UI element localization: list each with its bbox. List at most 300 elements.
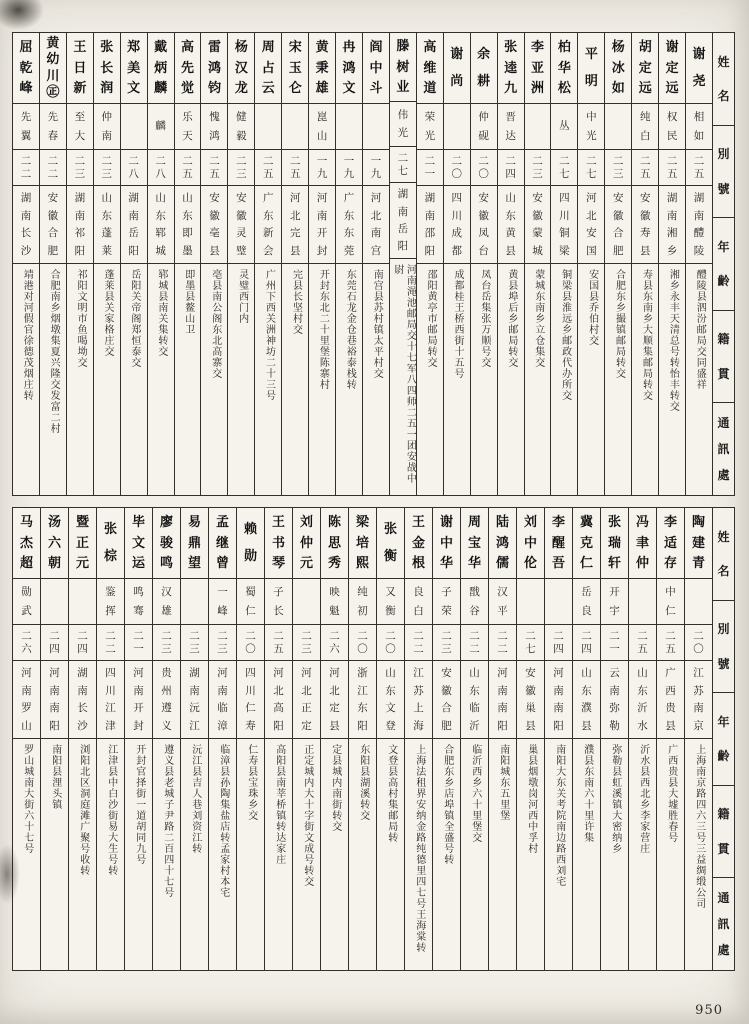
entry-age [201,149,227,185]
entry-native [405,660,432,738]
header-char: 訊 [717,917,730,932]
char: 日 [73,60,87,76]
entry-native-text [632,186,658,263]
entry-byname-text [363,104,389,149]
entry-column [460,508,488,970]
entry-age [498,149,524,185]
char: 〇 [357,643,368,655]
entry-address [125,738,152,970]
char: 四 [559,192,570,204]
char: 峰 [19,81,33,97]
entry-address [471,263,497,495]
char: 莞 [343,244,355,257]
entry-age [175,149,201,185]
char: 纯 [639,111,651,123]
entry-byname [363,103,389,149]
char: 正 [75,535,89,551]
entry-name-text [363,33,389,103]
entry-native-text [255,186,281,263]
entry-age-text [121,150,147,185]
char: 弥 [609,702,620,714]
entry-name-text [237,508,264,578]
entry-age-text [377,625,404,660]
char: 伟 [397,109,409,122]
entry-address [336,263,362,495]
entry-age-text [94,150,120,185]
entry-native-text [293,661,320,738]
char: 湖 [693,192,705,204]
char: 二 [217,629,228,642]
entry-address-text: 醴陵县泗汾邮局交同盛祥 [694,269,706,390]
char: 二 [155,154,166,167]
entry-address [41,738,68,970]
entry-name-text [659,33,685,103]
char: 晋 [505,111,516,123]
char: 海 [413,719,424,732]
entry-age-text [309,150,335,185]
entry-native [175,185,201,263]
entry-address-text: 成都桂王桥西街十五号 [451,269,463,379]
char: 冉 [342,39,356,55]
char: 二 [478,154,489,167]
char: 仲 [299,535,313,551]
char: 五 [639,168,651,180]
entry-native-text [209,661,236,738]
char: 一 [217,586,228,598]
entry-byname [605,103,631,149]
char: 莱 [101,244,112,257]
entry-native [293,660,320,738]
entry-native [471,185,497,263]
header-address [713,877,734,970]
char: 麟 [154,81,168,97]
char: 良 [413,586,424,598]
header-char: 籍 [717,332,730,347]
char: 三 [236,168,247,180]
char: 易 [187,514,201,530]
char: 二 [451,154,462,167]
entry-age [97,624,124,660]
entry-age-text [659,150,685,185]
entry-byname [148,103,174,149]
entry-name-text [686,33,712,103]
entry-age-text [657,625,684,660]
char: 沙 [77,719,88,732]
char: 县 [581,719,592,732]
char: 三 [301,643,312,655]
entry-column [443,33,470,495]
char: 巢 [525,702,536,714]
entry-name [444,33,470,103]
char: 平 [497,604,508,617]
page-number: 950 [695,1003,723,1018]
entry-address-text: 岳阳关帝阁郑恒泰交 [128,269,140,368]
entry-age [293,624,320,660]
char: 陈 [327,514,341,530]
char: 仁 [579,556,593,572]
char: 陶 [691,514,705,530]
char: 南 [21,684,32,697]
char: 二 [47,168,59,180]
entry-age-text [461,625,488,660]
char: 岳 [581,586,592,598]
char: 醒 [551,535,565,551]
entry-age-text [148,150,174,185]
entry-native-text [125,661,152,738]
entry-address-text: 完县长坚村交 [290,269,302,335]
header-char: 通 [717,891,730,906]
entry-address-text: 高阳县南莘桥镇转达家庄 [273,744,285,865]
char: 维 [423,60,437,76]
char: 县 [525,719,536,732]
char: 山 [637,667,648,679]
entry-address-text: 上海法租界安纳金路纯德里四七号王海棠转 [413,744,425,953]
char: 中 [586,111,597,123]
char: 周 [261,39,275,55]
header-byname [713,600,734,693]
entry-native-text [67,186,93,263]
entry-name [551,33,577,103]
entry-column [376,508,404,970]
char: 仁 [665,604,676,617]
char: 幼 [46,52,60,68]
entry-native [237,660,264,738]
entry-native [685,660,712,738]
entry-name-text [309,33,335,103]
entry-native [181,660,208,738]
char: 二 [263,154,274,167]
entry-age [444,149,470,185]
entry-native [255,185,281,263]
entry-name-text [201,33,227,103]
char: 荣 [441,604,452,617]
char: 五 [289,168,301,180]
entry-address-text: 东阳县湖溪转交 [357,744,369,821]
header-char: 籍 [717,807,730,822]
entry-address-text: 临漳县孙陶集盐店转孟家村本宅 [217,744,229,898]
header-native [713,310,734,403]
entry-native [97,660,124,738]
char: 山 [505,192,516,204]
char: 沙 [20,244,32,257]
entry-name [181,508,208,578]
entry-native [282,185,308,263]
char: 合 [47,227,59,239]
entry-byname-text [632,104,658,149]
char: 勒 [609,719,620,732]
char: 玉 [288,60,302,76]
char: 江 [693,667,704,679]
char: 美 [127,60,141,76]
entry-name [377,508,404,578]
char: 二 [289,154,301,167]
entry-name [309,33,335,103]
char: 封 [133,719,144,732]
char: 南 [189,684,200,697]
char: 二 [639,154,651,167]
char: 二 [128,154,139,167]
entry-column [389,33,416,495]
char: 戬 [469,586,480,598]
char: 聿 [635,535,649,551]
entry-age [685,624,712,660]
entry-name [40,33,66,103]
entry-column [497,33,524,495]
entry-byname [390,101,416,146]
entry-byname [498,103,524,149]
entry-address-text: 弥勒县虹溪镇大密纳乡 [609,744,621,854]
entry-age-text [293,625,320,660]
entry-native-text [69,661,96,738]
char: 二 [245,629,256,642]
entry-name-text [685,508,712,578]
char: 二 [49,629,60,642]
entry-byname [97,578,124,624]
entry-byname-text [237,579,264,624]
char: 洲 [531,81,545,97]
char: 寿 [245,719,256,732]
entry-age-text [175,150,201,185]
char: 二 [424,154,436,167]
char: 津 [105,719,116,732]
entry-address-text: 即墨县鳌山卫 [182,269,194,335]
entry-byname-text [551,104,577,149]
char: 二 [20,154,32,167]
entry-native [659,185,685,263]
char: 长 [20,227,32,239]
entry-byname [69,578,96,624]
entry-native [605,185,631,263]
char: 鸣 [133,586,144,598]
entry-native [551,185,577,263]
char: 二 [559,154,570,167]
char: 雄 [315,81,329,97]
entry-address-text: 铜梁县淮远乡邮政代办所交 [559,269,571,401]
entry-column [685,33,712,495]
entry-column [264,508,292,970]
entry-column [39,33,66,495]
entry-native-text [349,661,376,738]
char: 民 [666,129,678,142]
entry-name [13,33,39,103]
entry-age [632,149,658,185]
char: 谢 [439,514,453,530]
char: 六 [21,643,32,655]
entry-age [69,624,96,660]
entry-address-text: 遵义县老城子尹路二百四十七号 [161,744,173,898]
entry-native-text [605,186,631,263]
char: 湖 [77,667,88,679]
entry-byname [433,578,460,624]
char: 宝 [467,535,481,551]
char: 阳 [497,719,508,732]
char: 邵 [424,227,436,239]
char: 二 [301,629,312,642]
char: 二 [189,629,200,642]
entry-column [550,33,577,495]
char: 逵 [504,60,518,76]
entry-age-text [255,150,281,185]
char: 东 [385,684,396,697]
char: 濮 [581,702,592,714]
entry-name-text [657,508,684,578]
char: 骞 [133,604,144,617]
entry-name [228,33,254,103]
entry-name [209,508,236,578]
char: 七 [559,168,570,180]
char: 二 [666,154,678,167]
char: 乾 [19,60,33,76]
char: 定 [665,60,679,76]
entry-byname [125,578,152,624]
char: 建 [691,535,705,551]
char: 六 [329,643,340,655]
entry-byname-text [686,104,712,149]
char: 县 [639,244,651,257]
char: 贵 [665,702,676,714]
header-char: 年 [717,714,730,729]
char: 高 [273,702,284,714]
header-char: 姓 [717,529,730,544]
entry-byname-text [228,104,254,149]
char: 张 [607,514,621,530]
char: 二 [665,629,676,642]
char: 合 [441,702,452,714]
entry-name-text [125,508,152,578]
entry-byname-text [148,104,174,149]
entry-age [125,624,152,660]
char: 亳 [209,227,220,239]
entry-age-text [201,150,227,185]
entry-age [578,149,604,185]
char: 凤 [478,227,489,239]
entry-address [237,738,264,970]
char: 河 [316,192,328,204]
entry-name [336,33,362,103]
entry-age [605,149,631,185]
entry-name-text [13,33,39,103]
roster-table-bottom [12,507,735,971]
char: 山 [21,719,32,732]
char: 定 [301,719,312,732]
entry-native-text [237,661,264,738]
entry-name-text [209,508,236,578]
char: 熙 [355,556,369,572]
char: 〇 [385,643,396,655]
entry-byname [265,578,292,624]
entry-byname-text [201,104,227,149]
entry-name-text [175,33,201,103]
entry-address [363,263,389,495]
char: 健 [236,111,247,123]
entry-column [124,508,152,970]
entry-address [40,263,66,495]
entry-name [265,508,292,578]
entry-column [544,508,572,970]
entry-name-text [148,33,174,103]
char: 阳 [397,239,409,252]
entry-native-text [265,661,292,738]
entry-column [432,508,460,970]
entry-address [444,263,470,495]
char: 安 [525,667,536,679]
entry-name-text [181,508,208,578]
char: 湘 [666,227,678,239]
entry-native [545,660,572,738]
char: 肥 [613,244,624,257]
entry-column [604,33,631,495]
entry-byname-text [209,579,236,624]
char: 毕 [131,514,145,530]
entry-native-text [181,661,208,738]
entry-byname-text [175,104,201,149]
char: 四 [77,643,88,655]
char: 李 [663,514,677,530]
char: 城 [155,244,166,257]
entry-address-text: 河南渑池邮局交十七军八四师二五一团安战中尉 [391,264,416,485]
entry-address-text: 亳县南公阁东北高寨交 [209,269,221,379]
entry-column [658,33,685,495]
char: 六 [47,535,61,551]
char: 〇 [451,168,462,180]
entry-address-text: 东莞石龙金仓巷裕泰栈转 [344,269,356,390]
entry-age-text [282,150,308,185]
entry-age [41,624,68,660]
entry-column [524,33,551,495]
entry-native [525,185,551,263]
entry-native [657,660,684,738]
char: 山 [385,667,396,679]
char: 临 [217,702,228,714]
entry-byname [471,103,497,149]
char: 山 [316,129,328,142]
char: 耕 [477,74,491,90]
entry-column [404,508,432,970]
header-char: 號 [717,656,730,671]
char: 刘 [523,514,537,530]
char: 长 [77,702,88,714]
char: 春 [47,129,59,142]
entry-name-text [525,33,551,103]
char: 阳 [273,719,284,732]
char: 寿 [639,227,651,239]
char: 湖 [424,192,436,204]
header-char: 名 [717,564,730,579]
entry-name-text [321,508,348,578]
entry-column [227,33,254,495]
char: 白 [639,129,651,142]
char: 南 [77,684,88,697]
entry-native-text [13,661,40,738]
char: 阳 [424,244,436,257]
entry-name [578,33,604,103]
entry-name [121,33,147,103]
char: 刘 [299,514,313,530]
entry-byname-text [13,579,40,624]
entry-address [629,738,656,970]
char: 润 [100,81,114,97]
entry-age-text [153,625,180,660]
entry-byname-text [94,104,120,149]
char: 瑞 [607,535,621,551]
char: 业 [396,80,410,96]
char: 蒙 [532,227,543,239]
entry-age-text [13,625,40,660]
char: 谷 [469,604,480,617]
entry-byname-text [321,579,348,624]
char: 南 [666,209,678,222]
entry-address [605,263,631,495]
